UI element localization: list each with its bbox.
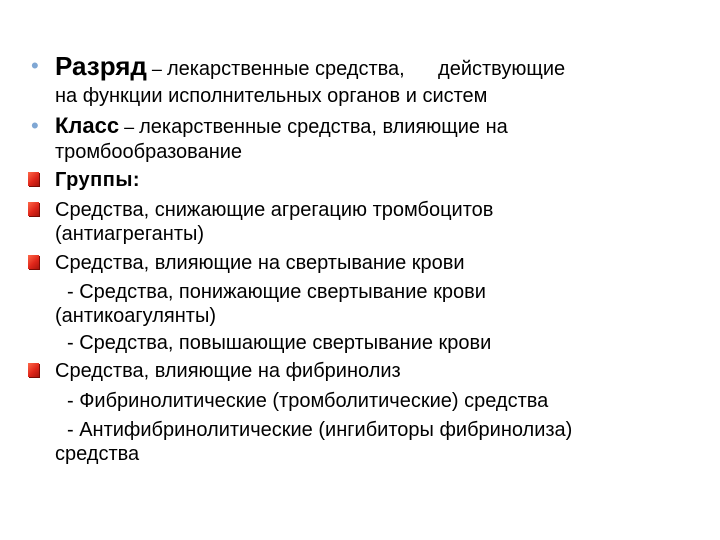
round-bullet-icon: • [31, 53, 39, 78]
bullet-klass: • Класс – лекарственные средства, влияющие на [31, 113, 508, 138]
bullet-razryad: • Разряд – лекарственные средства, действующие [31, 51, 566, 81]
term-klass: Класс [55, 113, 120, 138]
razryad-definition-line2-row [55, 84, 700, 108]
round-bullet-icon: • [31, 113, 39, 138]
fibrinolysis-sub1-row [55, 389, 700, 413]
bullet-antiplatelet [55, 198, 700, 222]
fibrinolysis-line4-row [55, 442, 700, 466]
fibrinolysis-line1: Средства, влияющие на фибринолиз [55, 360, 401, 382]
fibrinolysis-sub2-row [55, 418, 700, 442]
razryad-definition-line1: лекарственные средства, действующие [166, 58, 566, 80]
bullet-gruppy [55, 168, 700, 192]
groups-label: Группы: [55, 169, 141, 191]
fibrinolysis-sub2: - Антифибринолитические (ингибиторы фибринолиза) [67, 419, 573, 441]
term-razryad: Разряд [55, 51, 147, 81]
red-square-bullet-icon [28, 255, 39, 269]
coagulation-line1: Средства, влияющие на свертывание крови [55, 252, 465, 274]
klass-definition-line2-row [55, 140, 700, 164]
bullet-fibrinolysis [55, 359, 700, 383]
antiplatelet-line2: (антиагреганты) [55, 223, 205, 245]
coagulation-sub2: - Средства, повышающие свертывание крови [67, 332, 492, 354]
antiplatelet-line1: Средства, снижающие агрегацию тромбоцитов [55, 199, 494, 221]
razryad-definition-line2: на функции исполнительных органов и систем [55, 85, 488, 107]
red-square-bullet-icon [28, 363, 39, 377]
bullet-coagulation [55, 251, 700, 275]
coagulation-line3: (антикоагулянты) [55, 305, 216, 327]
coagulation-line3-row [55, 304, 700, 328]
red-square-bullet-icon [28, 202, 39, 216]
klass-definition-line1: лекарственные средства, влияющие на [139, 116, 508, 138]
fibrinolysis-sub1: - Фибринолитические (тромболитические) средства [67, 390, 549, 412]
coagulation-sub1: - Средства, понижающие свертывание крови [67, 281, 486, 303]
red-square-bullet-icon [28, 172, 39, 186]
fibrinolysis-line4: средства [55, 443, 140, 465]
klass-definition-line2: тромбообразование [55, 141, 243, 163]
coagulation-sub1-row [55, 280, 700, 304]
antiplatelet-line2-row [55, 222, 700, 246]
coagulation-sub2-row [55, 331, 700, 355]
